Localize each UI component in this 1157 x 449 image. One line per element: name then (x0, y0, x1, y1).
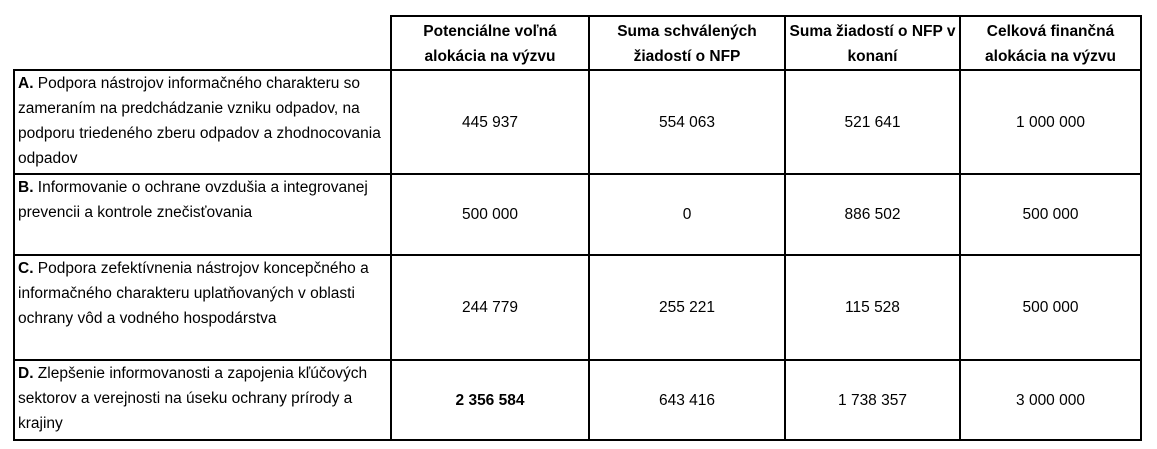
value-cell: 500 000 (960, 255, 1141, 360)
value-cell: 500 000 (960, 174, 1141, 255)
table-row (14, 70, 1141, 174)
row-description: Informovanie o ochrane ovzdušia a integrovanej prevencii a kontrole znečisťovania (18, 179, 368, 221)
row-letter: C. (18, 260, 34, 277)
row-letter: B. (18, 179, 34, 196)
header-row (14, 16, 1141, 70)
row-letter: D. (18, 365, 34, 382)
value-cell: 255 221 (589, 255, 785, 360)
header-pending-applications-sum: Suma žiadostí o NFP v konaní (785, 16, 960, 70)
row-description: Podpora nástrojov informačného charakteru so zameraním na predchádzanie vzniku odpadov, na podporu triedeného zberu odpadov a zhodnocovania odpadov (18, 75, 381, 167)
header-approved-applications-sum: Suma schválených žiadostí o NFP (589, 16, 785, 70)
row-label-b (14, 174, 391, 255)
value-cell: 3 000 000 (960, 360, 1141, 440)
table-row (14, 255, 1141, 360)
value-cell: 1 738 357 (785, 360, 960, 440)
value-cell: 554 063 (589, 70, 785, 174)
value-cell: 115 528 (785, 255, 960, 360)
value-cell: 445 937 (391, 70, 589, 174)
row-label-a (14, 70, 391, 174)
row-description: Zlepšenie informovanosti a zapojenia kľúčových sektorov a verejnosti na úseku ochrany prírody a krajiny (18, 365, 368, 432)
value-cell-highlighted: 2 356 584 (391, 360, 589, 440)
allocation-table (13, 15, 1142, 441)
value-cell: 244 779 (391, 255, 589, 360)
value-cell: 1 000 000 (960, 70, 1141, 174)
table-row (14, 174, 1141, 255)
row-label-c (14, 255, 391, 360)
empty-corner-cell (14, 16, 391, 70)
row-label-d (14, 360, 391, 440)
value-cell: 521 641 (785, 70, 960, 174)
value-cell: 500 000 (391, 174, 589, 255)
value-cell: 643 416 (589, 360, 785, 440)
header-potential-free-allocation: Potenciálne voľná alokácia na výzvu (391, 16, 589, 70)
row-description: Podpora zefektívnenia nástrojov koncepčného a informačného charakteru uplatňovaných v oblasti ochrany vôd a vodného hospodárstva (18, 260, 369, 327)
value-cell: 886 502 (785, 174, 960, 255)
header-total-allocation: Celková finančná alokácia na výzvu (960, 16, 1141, 70)
table-row (14, 360, 1141, 440)
value-cell: 0 (589, 174, 785, 255)
row-letter: A. (18, 75, 34, 92)
